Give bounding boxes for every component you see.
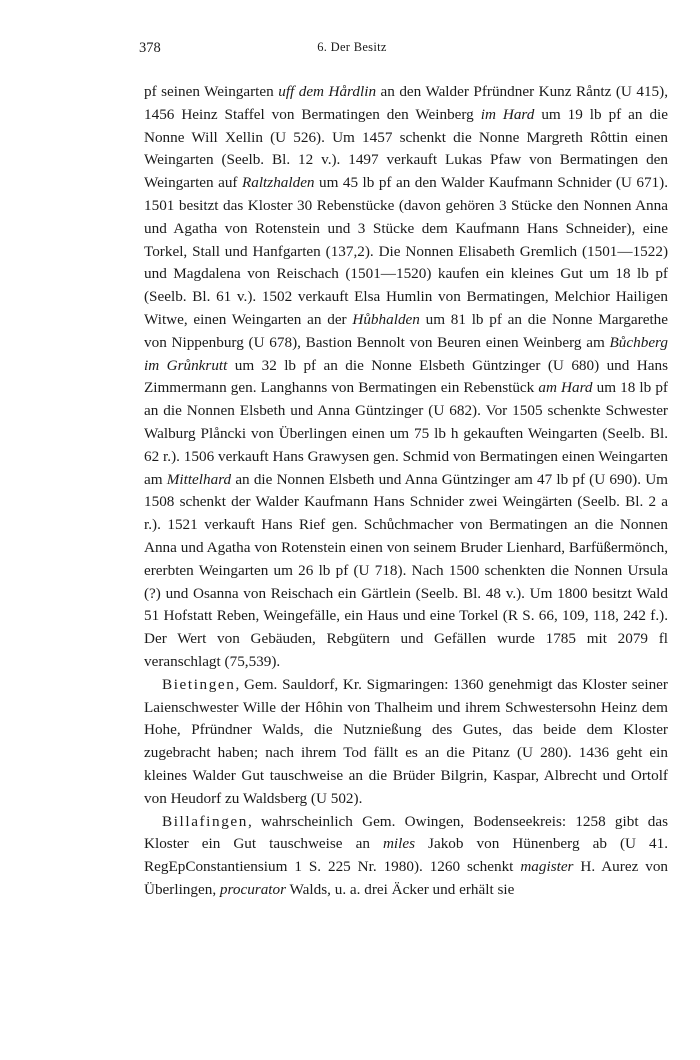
place-name: Bietingen — [162, 675, 236, 693]
italic-term: procurator — [219, 880, 287, 898]
place-name: Billafingen — [162, 812, 248, 830]
paragraph-bietingen — [144, 674, 668, 811]
text-run: um 81 lb pf an die Nonne Margarethe von Nippenburg (U 678), Bastion Bennolt von Beuren einen Weinberg am — [144, 310, 668, 351]
italic-term: Hůbhalden — [352, 310, 420, 328]
text-run: , wahrscheinlich Gem. Owingen, Bodenseekreis: 1258 gibt das Kloster ein Gut tauschweise an — [144, 812, 668, 853]
italic-term: uff dem Hårdlin — [278, 83, 377, 100]
text-run: um 32 lb pf an die Nonne Elsbeth Güntzinger (U 680) und Hans Zimmermann gen. Langhanns von Bermatingen ein Rebenstück — [144, 356, 668, 397]
italic-term: Mittelhard — [166, 470, 232, 488]
text-run: um 19 lb pf an die Nonne Will Xellin (U 526). Um 1457 schenkt die Nonne Margreth Rôttin einen Weingarten (Seelb. Bl. 12 v.). 1497 verkauft Lukas Pfaw von Bermatingen den Weingarten auf — [144, 105, 668, 192]
italic-term: im Hard — [480, 105, 535, 123]
page-header — [139, 40, 565, 60]
text-run: , Gem. Sauldorf, Kr. Sigmaringen: 1360 genehmigt das Kloster seiner Laienschwester Wille der Hôhin von Thalheim und ihrem Schwestersohn Heinz dem Hohe, Pfründner Walds, die Nutznießung des Gutes, das beide dem Kloster zugebracht haben; nach ihrem Tod fällt es an die Pitanz (U 280). 1436 geht ein kleines Walder Gut tauschweise an die Brüder Bilgrin, Kaspar, Albrecht und Ortolf von Heudorf zu Waldsberg (U 502). — [144, 675, 668, 807]
text-run: um 18 lb pf an die Nonnen Elsbeth und Anna Güntzinger (U 682). Vor 1505 schenkte Schwester Walburg Plåncki von Überlingen einen um 75 lb h gekauften Weingarten (Seelb. Bl. 62 r.). 1506 verkauft Hans Grawysen gen. Schmid von Bermatingen einen Weingarten am — [144, 379, 668, 488]
italic-term: am Hard — [538, 379, 593, 397]
text-run: Walds, u. a. drei Äcker und erhält sie — [286, 880, 515, 898]
text-run: H. Aurez von Überlingen, — [144, 858, 669, 898]
running-head: 6. Der Besitz — [317, 40, 387, 54]
page-number: 378 — [139, 40, 161, 56]
italic-term: miles — [382, 835, 416, 853]
paragraph-bermatingen — [144, 81, 668, 674]
text-run: Jakob von Hünenberg ab (U 41. RegEpConstantiensium 1 S. 225 Nr. 1980). 1260 schenkt — [144, 835, 668, 876]
text-run: um 45 lb pf an den Walder Kaufmann Schnider (U 671). 1501 besitzt das Kloster 30 Rebenstücke (davon gehören 3 Stücke den Nonnen Anna und Agatha von Rotenstein und 3 Stücke dem Kaufmann Hans Schneider), eine Torkel, Stall und Hanfgarten (137,2). Die Nonnen Elisabeth Gremlich (1501—1522) und Magdalena von Reischach (1501—1520) kaufen ein kleines Gut um 18 lb pf (Seelb. Bl. 61 v.). 1502 verkauft Elsa Humlin von Bermatingen, Melchior Hailigen Witwe, einen Weingarten an der — [144, 174, 668, 328]
text-run: pf seinen Weingarten — [144, 83, 279, 100]
italic-term: magister — [520, 858, 574, 876]
body-text — [144, 81, 668, 902]
paragraph-billafingen — [144, 811, 668, 902]
italic-term: Bůchberg im Grůnkrutt — [144, 333, 668, 374]
text-run: an die Nonnen Elsbeth und Anna Güntzinger am 47 lb pf (U 690). Um 1508 schenkt der Walder Kaufmann Hans Schnider zwei Weingärten (Seelb. Bl. 2 a r.). 1521 verkauft Hans Rief gen. Schůchmacher von Bermatingen an die Nonnen Anna und Agatha von Rotenstein einen von seinem Bruder Lienhard, Barfüßermönch, ererbten Weingarten um 26 lb pf (U 718). Nach 1500 schenkten die Nonnen Ursula (?) und Osanna von Reischach ein Gärtlein (Seelb. Bl. 48 v.). Um 1800 besitzt Wald 51 Hofstatt Reben, Weingefälle, ein Haus und eine Torkel (R S. 66, 109, 118, 242 f.). Der Wert von Gebäuden, Rebgütern und Gefällen wurde 1785 mit 2079 fl veranschlagt (75,539). — [144, 470, 668, 670]
italic-term: Raltzhalden — [241, 174, 315, 192]
text-run: an den Walder Pfründner Kunz Råntz (U 415), 1456 Heinz Staffel von Bermatingen den Weinberg — [144, 83, 669, 123]
